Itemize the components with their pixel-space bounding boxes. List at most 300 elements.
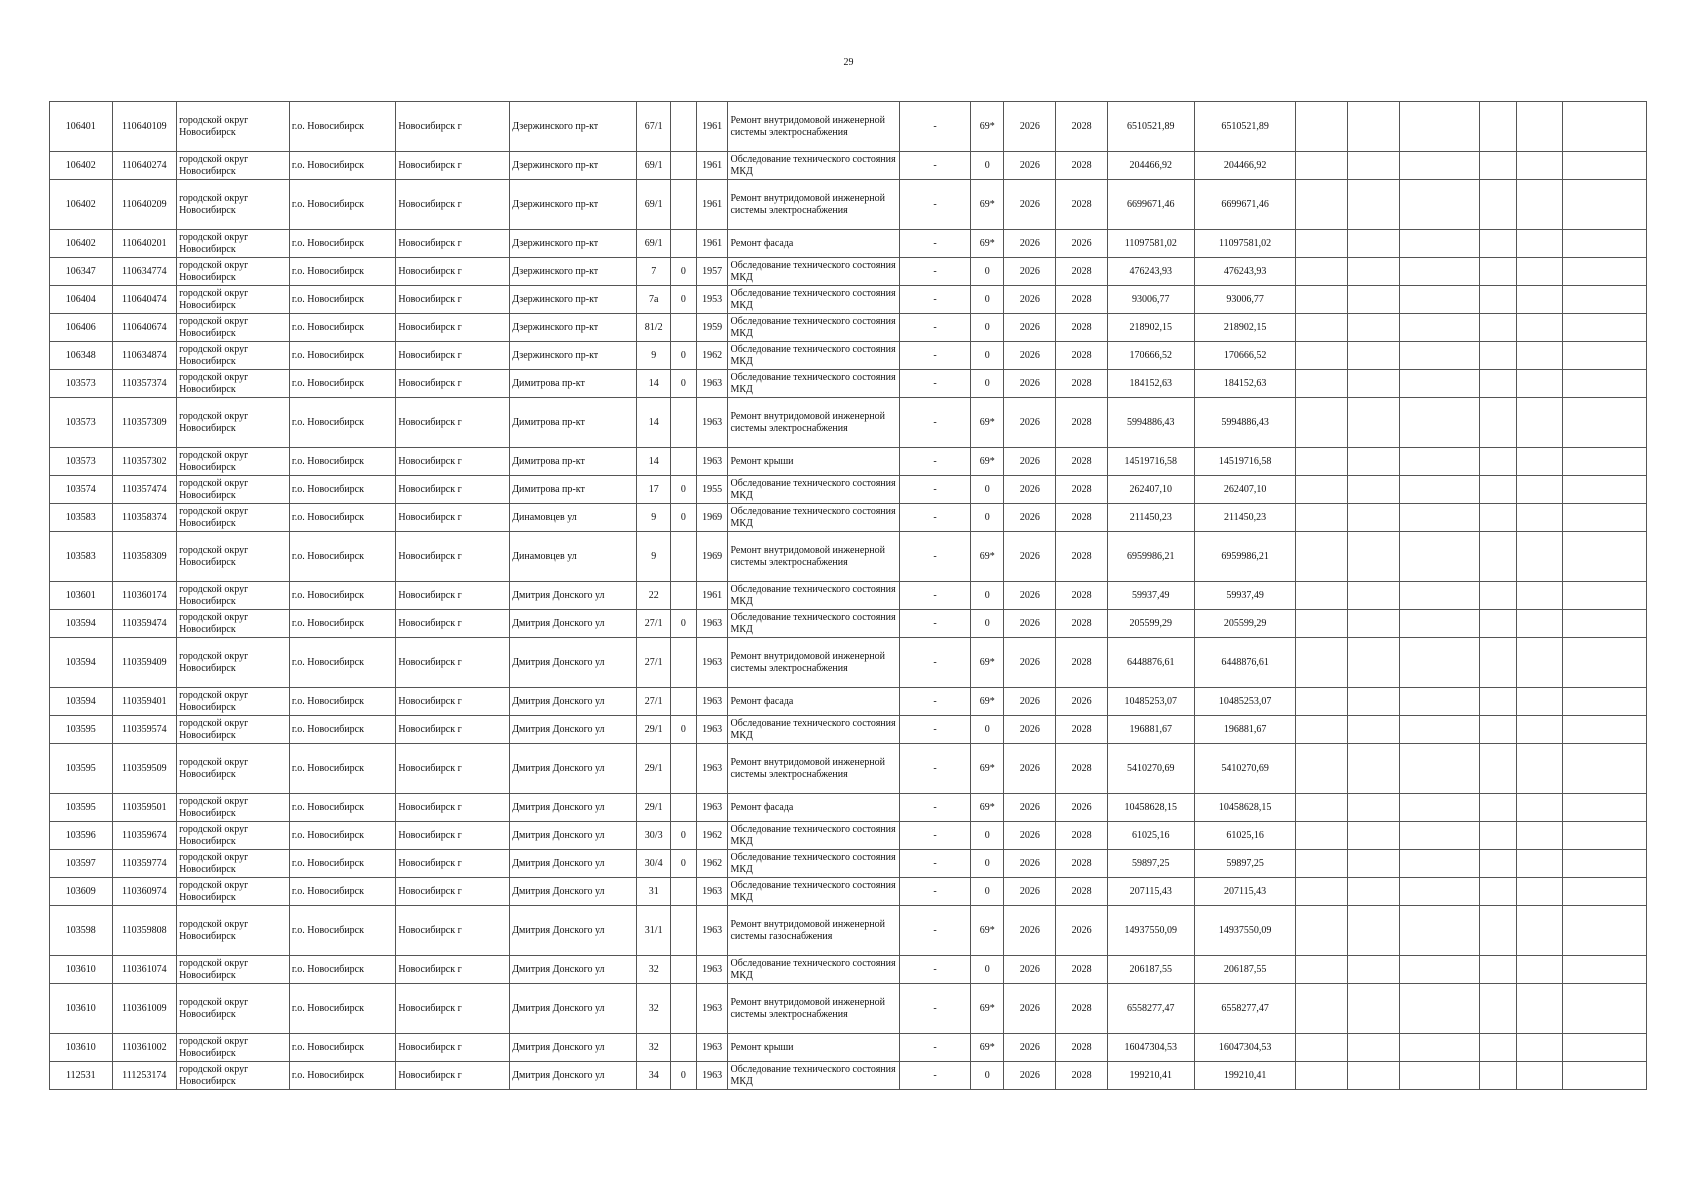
cell-row-id: 106404 <box>50 286 113 314</box>
cell-empty <box>1347 180 1399 230</box>
cell-share-percent: 69* <box>971 1034 1004 1062</box>
cell-plan-year-end: 2028 <box>1056 504 1107 532</box>
cell-share-percent: 0 <box>971 1062 1004 1090</box>
cell-city: Новосибирск г <box>396 878 510 906</box>
cell-empty <box>1296 822 1347 850</box>
cell-empty <box>1347 476 1399 504</box>
cell-municipality: городской округ Новосибирск <box>177 794 290 822</box>
cell-empty <box>1399 398 1479 448</box>
cell-work-type: Ремонт внутридомовой инженерной системы электроснабжения <box>728 984 899 1034</box>
cell-empty <box>1347 822 1399 850</box>
cell-city: Новосибирск г <box>396 370 510 398</box>
cell-cost-fund: 196881,67 <box>1194 716 1295 744</box>
cell-empty <box>1296 906 1347 956</box>
cell-cost-total: 476243,93 <box>1107 258 1194 286</box>
cell-building-corpus <box>671 230 697 258</box>
cell-cost-total: 205599,29 <box>1107 610 1194 638</box>
cell-municipal-district: г.о. Новосибирск <box>289 794 396 822</box>
cell-cost-fund: 5994886,43 <box>1194 398 1295 448</box>
cell-plan-year-start: 2026 <box>1004 476 1056 504</box>
cell-municipal-district: г.о. Новосибирск <box>289 230 396 258</box>
cell-work-code: 110640674 <box>112 314 177 342</box>
cell-plan-year-end: 2028 <box>1056 638 1107 688</box>
cell-plan-year-end: 2028 <box>1056 850 1107 878</box>
cell-house-number: 30/4 <box>637 850 671 878</box>
cell-empty <box>1562 448 1646 476</box>
cell-empty <box>1399 1062 1479 1090</box>
cell-empty <box>1479 398 1516 448</box>
cell-empty <box>1479 906 1516 956</box>
cell-financing-mark: - <box>899 448 971 476</box>
cell-work-type: Обследование технического состояния МКД <box>728 504 899 532</box>
cell-row-id: 103594 <box>50 688 113 716</box>
cell-empty <box>1347 906 1399 956</box>
cell-cost-total: 218902,15 <box>1107 314 1194 342</box>
cell-municipality: городской округ Новосибирск <box>177 286 290 314</box>
cell-share-percent: 0 <box>971 370 1004 398</box>
cell-empty <box>1479 956 1516 984</box>
cell-build-year: 1953 <box>696 286 728 314</box>
cell-cost-total: 59937,49 <box>1107 582 1194 610</box>
cell-empty <box>1296 314 1347 342</box>
cell-municipality: городской округ Новосибирск <box>177 822 290 850</box>
cell-cost-total: 206187,55 <box>1107 956 1194 984</box>
cell-house-number: 17 <box>637 476 671 504</box>
table-row <box>50 180 1647 230</box>
cell-build-year: 1963 <box>696 610 728 638</box>
cell-work-code: 110359409 <box>112 638 177 688</box>
cell-work-type: Обследование технического состояния МКД <box>728 258 899 286</box>
cell-row-id: 103574 <box>50 476 113 504</box>
cell-empty <box>1562 956 1646 984</box>
cell-work-type: Ремонт крыши <box>728 1034 899 1062</box>
cell-empty <box>1399 532 1479 582</box>
cell-empty <box>1347 286 1399 314</box>
cell-cost-total: 59897,25 <box>1107 850 1194 878</box>
cell-house-number: 69/1 <box>637 180 671 230</box>
cell-plan-year-start: 2026 <box>1004 984 1056 1034</box>
cell-work-code: 110359574 <box>112 716 177 744</box>
cell-municipality: городской округ Новосибирск <box>177 258 290 286</box>
cell-building-corpus: 0 <box>671 476 697 504</box>
cell-city: Новосибирск г <box>396 906 510 956</box>
cell-city: Новосибирск г <box>396 314 510 342</box>
cell-empty <box>1562 476 1646 504</box>
cell-share-percent: 0 <box>971 850 1004 878</box>
cell-cost-total: 10485253,07 <box>1107 688 1194 716</box>
cell-cost-fund: 10485253,07 <box>1194 688 1295 716</box>
cell-empty <box>1399 956 1479 984</box>
cell-financing-mark: - <box>899 822 971 850</box>
cell-municipal-district: г.о. Новосибирск <box>289 370 396 398</box>
cell-row-id: 103597 <box>50 850 113 878</box>
table-row <box>50 370 1647 398</box>
cell-empty <box>1479 342 1516 370</box>
cell-empty <box>1347 638 1399 688</box>
cell-municipality: городской округ Новосибирск <box>177 342 290 370</box>
cell-row-id: 112531 <box>50 1062 113 1090</box>
table-row <box>50 878 1647 906</box>
cell-work-type: Обследование технического состояния МКД <box>728 822 899 850</box>
cell-work-code: 110360974 <box>112 878 177 906</box>
cell-empty <box>1562 258 1646 286</box>
cell-empty <box>1347 342 1399 370</box>
cell-empty <box>1516 230 1562 258</box>
cell-cost-fund: 6699671,46 <box>1194 180 1295 230</box>
cell-municipal-district: г.о. Новосибирск <box>289 984 396 1034</box>
cell-row-id: 103595 <box>50 716 113 744</box>
cell-work-type: Обследование технического состояния МКД <box>728 476 899 504</box>
cell-cost-fund: 206187,55 <box>1194 956 1295 984</box>
cell-share-percent: 0 <box>971 878 1004 906</box>
cell-share-percent: 69* <box>971 906 1004 956</box>
cell-empty <box>1479 716 1516 744</box>
cell-row-id: 106406 <box>50 314 113 342</box>
cell-building-corpus: 0 <box>671 342 697 370</box>
cell-work-code: 110357309 <box>112 398 177 448</box>
cell-financing-mark: - <box>899 688 971 716</box>
cell-work-type: Обследование технического состояния МКД <box>728 850 899 878</box>
cell-plan-year-start: 2026 <box>1004 822 1056 850</box>
cell-city: Новосибирск г <box>396 342 510 370</box>
table-row <box>50 152 1647 180</box>
cell-share-percent: 0 <box>971 342 1004 370</box>
cell-cost-fund: 16047304,53 <box>1194 1034 1295 1062</box>
cell-city: Новосибирск г <box>396 448 510 476</box>
cell-municipality: городской округ Новосибирск <box>177 638 290 688</box>
cell-work-code: 110640201 <box>112 230 177 258</box>
table-row <box>50 984 1647 1034</box>
cell-municipality: городской округ Новосибирск <box>177 984 290 1034</box>
cell-build-year: 1963 <box>696 688 728 716</box>
cell-empty <box>1296 476 1347 504</box>
cell-empty <box>1399 180 1479 230</box>
cell-street: Дзержинского пр-кт <box>510 102 637 152</box>
cell-street: Дзержинского пр-кт <box>510 258 637 286</box>
cell-row-id: 103601 <box>50 582 113 610</box>
cell-row-id: 103594 <box>50 610 113 638</box>
cell-empty <box>1399 448 1479 476</box>
cell-municipality: городской округ Новосибирск <box>177 1034 290 1062</box>
table-row <box>50 286 1647 314</box>
cell-plan-year-start: 2026 <box>1004 850 1056 878</box>
cell-empty <box>1347 102 1399 152</box>
cell-empty <box>1516 956 1562 984</box>
cell-municipality: городской округ Новосибирск <box>177 230 290 258</box>
cell-plan-year-start: 2026 <box>1004 1062 1056 1090</box>
cell-share-percent: 69* <box>971 180 1004 230</box>
cell-municipal-district: г.о. Новосибирск <box>289 906 396 956</box>
cell-share-percent: 0 <box>971 152 1004 180</box>
cell-work-code: 110360174 <box>112 582 177 610</box>
cell-building-corpus <box>671 102 697 152</box>
cell-house-number: 9 <box>637 532 671 582</box>
cell-city: Новосибирск г <box>396 1062 510 1090</box>
cell-plan-year-end: 2028 <box>1056 152 1107 180</box>
cell-building-corpus <box>671 794 697 822</box>
cell-house-number: 32 <box>637 1034 671 1062</box>
cell-empty <box>1399 504 1479 532</box>
cell-empty <box>1399 638 1479 688</box>
cell-empty <box>1296 850 1347 878</box>
cell-work-type: Обследование технического состояния МКД <box>728 582 899 610</box>
cell-financing-mark: - <box>899 314 971 342</box>
cell-municipality: городской округ Новосибирск <box>177 850 290 878</box>
cell-empty <box>1562 1062 1646 1090</box>
cell-work-type: Ремонт внутридомовой инженерной системы электроснабжения <box>728 398 899 448</box>
cell-share-percent: 0 <box>971 716 1004 744</box>
cell-empty <box>1347 314 1399 342</box>
cell-municipal-district: г.о. Новосибирск <box>289 532 396 582</box>
cell-municipal-district: г.о. Новосибирск <box>289 152 396 180</box>
cell-empty <box>1296 286 1347 314</box>
cell-house-number: 69/1 <box>637 230 671 258</box>
cell-plan-year-end: 2028 <box>1056 532 1107 582</box>
cell-empty <box>1562 314 1646 342</box>
cell-share-percent: 0 <box>971 822 1004 850</box>
table-row <box>50 582 1647 610</box>
cell-plan-year-start: 2026 <box>1004 744 1056 794</box>
cell-share-percent: 69* <box>971 688 1004 716</box>
cell-city: Новосибирск г <box>396 610 510 638</box>
cell-city: Новосибирск г <box>396 258 510 286</box>
cell-cost-total: 6448876,61 <box>1107 638 1194 688</box>
cell-empty <box>1516 1062 1562 1090</box>
cell-empty <box>1562 1034 1646 1062</box>
cell-plan-year-start: 2026 <box>1004 906 1056 956</box>
cell-work-code: 110634874 <box>112 342 177 370</box>
cell-cost-total: 6558277,47 <box>1107 984 1194 1034</box>
cell-building-corpus: 0 <box>671 286 697 314</box>
cell-building-corpus: 0 <box>671 504 697 532</box>
cell-row-id: 103610 <box>50 956 113 984</box>
cell-work-code: 111253174 <box>112 1062 177 1090</box>
cell-empty <box>1399 152 1479 180</box>
cell-share-percent: 0 <box>971 582 1004 610</box>
cell-empty <box>1347 532 1399 582</box>
cell-empty <box>1479 504 1516 532</box>
cell-plan-year-end: 2028 <box>1056 448 1107 476</box>
cell-plan-year-start: 2026 <box>1004 1034 1056 1062</box>
cell-empty <box>1562 744 1646 794</box>
cell-empty <box>1347 984 1399 1034</box>
cell-empty <box>1347 1034 1399 1062</box>
cell-empty <box>1296 1034 1347 1062</box>
cell-empty <box>1479 230 1516 258</box>
cell-plan-year-end: 2026 <box>1056 230 1107 258</box>
cell-share-percent: 69* <box>971 102 1004 152</box>
cell-empty <box>1399 822 1479 850</box>
cell-empty <box>1347 850 1399 878</box>
cell-plan-year-end: 2028 <box>1056 370 1107 398</box>
cell-city: Новосибирск г <box>396 850 510 878</box>
cell-building-corpus <box>671 878 697 906</box>
cell-city: Новосибирск г <box>396 532 510 582</box>
cell-build-year: 1961 <box>696 152 728 180</box>
cell-build-year: 1969 <box>696 532 728 582</box>
cell-share-percent: 69* <box>971 398 1004 448</box>
cell-empty <box>1516 476 1562 504</box>
cell-plan-year-end: 2028 <box>1056 984 1107 1034</box>
cell-plan-year-end: 2028 <box>1056 956 1107 984</box>
cell-work-type: Обследование технического состояния МКД <box>728 610 899 638</box>
cell-plan-year-end: 2028 <box>1056 716 1107 744</box>
table-row <box>50 476 1647 504</box>
cell-municipality: городской округ Новосибирск <box>177 504 290 532</box>
cell-empty <box>1516 716 1562 744</box>
cell-cost-fund: 207115,43 <box>1194 878 1295 906</box>
cell-build-year: 1962 <box>696 342 728 370</box>
cell-build-year: 1963 <box>696 878 728 906</box>
cell-empty <box>1347 448 1399 476</box>
table-row <box>50 532 1647 582</box>
cell-municipal-district: г.о. Новосибирск <box>289 448 396 476</box>
cell-financing-mark: - <box>899 610 971 638</box>
cell-financing-mark: - <box>899 152 971 180</box>
cell-building-corpus: 0 <box>671 1062 697 1090</box>
cell-house-number: 32 <box>637 956 671 984</box>
cell-city: Новосибирск г <box>396 504 510 532</box>
cell-cost-fund: 5410270,69 <box>1194 744 1295 794</box>
cell-municipality: городской округ Новосибирск <box>177 102 290 152</box>
cell-work-code: 110359774 <box>112 850 177 878</box>
cell-share-percent: 69* <box>971 638 1004 688</box>
table-row <box>50 744 1647 794</box>
cell-empty <box>1296 152 1347 180</box>
table-row <box>50 504 1647 532</box>
cell-cost-fund: 14519716,58 <box>1194 448 1295 476</box>
cell-plan-year-end: 2028 <box>1056 610 1107 638</box>
cell-house-number: 7а <box>637 286 671 314</box>
cell-financing-mark: - <box>899 258 971 286</box>
cell-house-number: 30/3 <box>637 822 671 850</box>
cell-empty <box>1516 822 1562 850</box>
cell-plan-year-end: 2028 <box>1056 342 1107 370</box>
cell-cost-total: 10458628,15 <box>1107 794 1194 822</box>
cell-row-id: 103610 <box>50 1034 113 1062</box>
cell-work-type: Ремонт крыши <box>728 448 899 476</box>
cell-municipality: городской округ Новосибирск <box>177 314 290 342</box>
cell-row-id: 103595 <box>50 794 113 822</box>
cell-empty <box>1399 314 1479 342</box>
cell-empty <box>1347 370 1399 398</box>
cell-municipality: городской округ Новосибирск <box>177 1062 290 1090</box>
cell-financing-mark: - <box>899 582 971 610</box>
cell-house-number: 27/1 <box>637 688 671 716</box>
cell-financing-mark: - <box>899 1034 971 1062</box>
cell-municipality: городской округ Новосибирск <box>177 180 290 230</box>
cell-empty <box>1479 476 1516 504</box>
cell-empty <box>1296 984 1347 1034</box>
table-row <box>50 794 1647 822</box>
cell-empty <box>1347 794 1399 822</box>
cell-cost-fund: 205599,29 <box>1194 610 1295 638</box>
cell-empty <box>1562 822 1646 850</box>
cell-plan-year-end: 2028 <box>1056 744 1107 794</box>
cell-empty <box>1347 1062 1399 1090</box>
cell-empty <box>1516 984 1562 1034</box>
capital-repair-table <box>49 101 1647 1090</box>
cell-cost-fund: 93006,77 <box>1194 286 1295 314</box>
cell-empty <box>1562 610 1646 638</box>
cell-house-number: 14 <box>637 398 671 448</box>
cell-row-id: 106402 <box>50 152 113 180</box>
cell-house-number: 22 <box>637 582 671 610</box>
cell-work-code: 110634774 <box>112 258 177 286</box>
cell-plan-year-start: 2026 <box>1004 638 1056 688</box>
cell-empty <box>1296 1062 1347 1090</box>
cell-house-number: 29/1 <box>637 716 671 744</box>
table-row <box>50 716 1647 744</box>
table-row <box>50 448 1647 476</box>
cell-empty <box>1399 476 1479 504</box>
cell-plan-year-start: 2026 <box>1004 610 1056 638</box>
cell-plan-year-start: 2026 <box>1004 102 1056 152</box>
cell-financing-mark: - <box>899 716 971 744</box>
cell-empty <box>1296 504 1347 532</box>
cell-build-year: 1961 <box>696 180 728 230</box>
cell-house-number: 14 <box>637 448 671 476</box>
page-number: 29 <box>843 57 854 68</box>
cell-cost-total: 93006,77 <box>1107 286 1194 314</box>
cell-empty <box>1516 744 1562 794</box>
cell-row-id: 103594 <box>50 638 113 688</box>
cell-share-percent: 0 <box>971 504 1004 532</box>
cell-city: Новосибирск г <box>396 716 510 744</box>
cell-street: Дзержинского пр-кт <box>510 286 637 314</box>
cell-work-code: 110640209 <box>112 180 177 230</box>
cell-share-percent: 69* <box>971 448 1004 476</box>
cell-empty <box>1516 398 1562 448</box>
cell-cost-total: 11097581,02 <box>1107 230 1194 258</box>
cell-build-year: 1963 <box>696 716 728 744</box>
cell-cost-total: 5994886,43 <box>1107 398 1194 448</box>
cell-work-type: Ремонт внутридомовой инженерной системы электроснабжения <box>728 744 899 794</box>
cell-empty <box>1399 258 1479 286</box>
cell-work-type: Ремонт внутридомовой инженерной системы электроснабжения <box>728 532 899 582</box>
cell-empty <box>1516 342 1562 370</box>
cell-empty <box>1516 180 1562 230</box>
cell-plan-year-start: 2026 <box>1004 448 1056 476</box>
cell-cost-fund: 61025,16 <box>1194 822 1295 850</box>
cell-empty <box>1296 532 1347 582</box>
cell-city: Новосибирск г <box>396 744 510 794</box>
cell-empty <box>1562 102 1646 152</box>
cell-street: Дзержинского пр-кт <box>510 230 637 258</box>
cell-empty <box>1479 582 1516 610</box>
cell-empty <box>1399 744 1479 794</box>
cell-work-type: Обследование технического состояния МКД <box>728 878 899 906</box>
cell-street: Дмитрия Донского ул <box>510 582 637 610</box>
cell-empty <box>1347 230 1399 258</box>
cell-house-number: 9 <box>637 504 671 532</box>
cell-empty <box>1562 370 1646 398</box>
cell-empty <box>1479 850 1516 878</box>
cell-city: Новосибирск г <box>396 984 510 1034</box>
table-row <box>50 102 1647 152</box>
cell-empty <box>1562 286 1646 314</box>
cell-empty <box>1479 180 1516 230</box>
cell-empty <box>1399 794 1479 822</box>
cell-street: Дмитрия Донского ул <box>510 850 637 878</box>
cell-empty <box>1479 448 1516 476</box>
cell-plan-year-end: 2028 <box>1056 476 1107 504</box>
cell-empty <box>1479 822 1516 850</box>
cell-cost-fund: 14937550,09 <box>1194 906 1295 956</box>
cell-work-code: 110361074 <box>112 956 177 984</box>
cell-work-code: 110361009 <box>112 984 177 1034</box>
cell-empty <box>1516 102 1562 152</box>
